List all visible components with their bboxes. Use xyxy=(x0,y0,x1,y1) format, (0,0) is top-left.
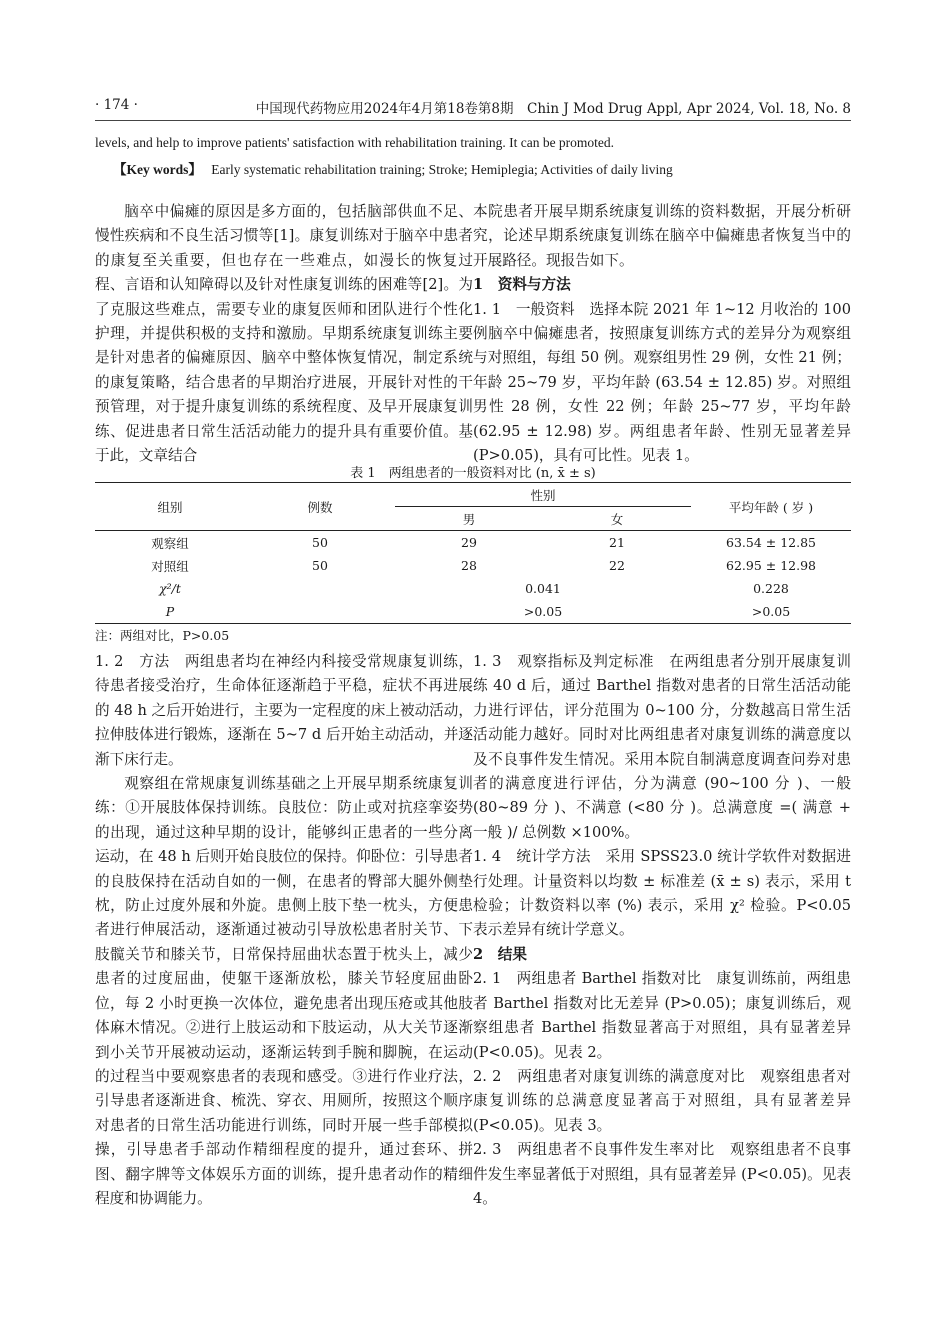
keywords xyxy=(95,158,855,178)
cell-female: 22 xyxy=(609,558,625,573)
section-1-4: 1. 4 统计学方法 采用 SPSS23.0 统计学软件对数据进行处理。计量资料以均数 ± 标准差 (x̄ ± s) 表示，采用 t 检验；计数资料以率 (%) 表示，采用 χ² 检验。P<0.05 表示差异有统计学意义。 xyxy=(473,848,851,939)
section-2-heading: 2 结果 xyxy=(473,945,527,963)
cell-male: 29 xyxy=(395,531,543,555)
left-column-bottom xyxy=(95,650,473,1211)
right-column-top xyxy=(473,200,851,468)
header-rule xyxy=(95,120,851,121)
section-2-3: 2. 3 两组患者不良事件发生率对比 观察组患者不良事件发生率显著低于对照组，具有显著差异 (P<0.05)。见表 4。 xyxy=(473,1141,851,1207)
th-count: 例数 xyxy=(245,483,395,531)
section-1-3: 1. 3 观察指标及判定标准 在两组患者分别开展康复训练 40 d 后，通过 Barthel 指数对患者的日常生活活动能力进行评估，评分范围为 0~100 分，分数越高日常生活活动能力越好。同时对比两组患者对康复训练的满意度以及不良事件发生情况。采用本院自制满意度调查问券对患者的满意度进行评估，分为满意 (90~100 分 )、一般 (80~89 分 )、不满意 (<80 分 )。总满意度 =( 满意 + 一般 )/ 总例数 ×100%。 xyxy=(473,653,851,841)
cell-p-sex: >0.05 xyxy=(395,600,691,624)
table-row xyxy=(95,531,851,555)
intro-continuation: 本院患者开展早期系统康复训练的资料数据，开展分析研究，论述早期系统康复训练在脑卒中偏瘫患者恢复当中的开展路径。现报告如下。 xyxy=(473,203,851,269)
cell-female: 21 xyxy=(543,531,691,555)
cell-group: 观察组 xyxy=(95,531,245,555)
cell-group: 对照组 xyxy=(151,558,189,574)
cell-p-label: P xyxy=(95,600,245,624)
cell-stat-label: χ²/t xyxy=(159,581,181,596)
right-column-bottom xyxy=(473,650,851,1211)
table-row-stat xyxy=(95,577,851,600)
th-female: 女 xyxy=(610,511,624,527)
table-row-p xyxy=(95,600,851,624)
th-sex: 性别 xyxy=(395,483,691,507)
table1 xyxy=(95,482,851,624)
keywords-label: 【Key words】 xyxy=(113,162,202,177)
th-male: 男 xyxy=(462,511,476,527)
cell-count: 50 xyxy=(312,558,328,573)
page-number: · 174 · xyxy=(95,97,138,113)
section-2-1: 2. 1 两组患者 Barthel 指数对比 康复训练前，两组患者 Barthel 指数对比无差异 (P>0.05)；康复训练后，观察组患者 Barthel 指数显著高于对照组，具有显著差异 (P<0.05)。见表 2。 xyxy=(473,970,851,1061)
table1-note: 注：两组对比，P>0.05 xyxy=(95,628,230,643)
cell-stat-age: 0.228 xyxy=(753,581,789,596)
cell-male: 28 xyxy=(461,558,477,573)
abstract-tail: levels, and help to improve patients' satisfaction with rehabilitation training. It can be promoted. xyxy=(95,135,615,150)
th-age: 平均年龄 ( 岁 ) xyxy=(691,483,851,531)
section-2-2: 2. 2 两组患者对康复训练的满意度对比 观察组患者对康复训练的总满意度显著高于对照组，具有显著差异 (P<0.05)。见表 3。 xyxy=(473,1067,851,1134)
th-group: 组别 xyxy=(95,483,245,531)
cell-p-age: >0.05 xyxy=(691,600,851,624)
intro-paragraph: 脑卒中偏瘫的原因是多方面的，包括脑部供血不足、慢性疾病和不良生活习惯等[1]。康复训练对于脑卒中患者的康复至关重要，但也存在一些难点，如漫长的恢复过程、言语和认知障碍以及针对性康复训练的困难等[2]。为了克服这些难点，需要专业的康复医师和团队进行个性化护理，并提供积极的支持和激励。早期系统康复训练主要是针对患者的偏瘫原因、脑卒中整体恢复情况，制定系统的康复策略，结合患者的早期治疗进展，开展针对性的干预管理，对于提升康复训练的系统程度、及早开展康复训练、促进患者日常生活活动能力的提升具有重要价值。基于此，文章结合 xyxy=(95,203,473,465)
section-1-1: 1. 1 一般资料 选择本院 2021 年 1~12 月收治的 100 例脑卒中偏瘫患者，按照康复训练方式的差异分为观察组与对照组，每组 50 例。观察组男性 29 例，女性 21 例；年龄 25~79 岁，平均年龄 (63.54 ± 12.85) 岁。对照组男性 28 例，女性 22 例；年龄 25~77 岁，平均年龄 (62.95 ± 12.98) 岁。两组患者年龄、性别无显著差异 (P>0.05)，具有可比性。见表 1。 xyxy=(473,300,851,465)
journal-header: 中国现代药物应用2024年4月第18卷第8期 Chin J Mod Drug Appl, Apr 2024, Vol. 18, No. 8 xyxy=(255,101,851,117)
cell-age: 62.95 ± 12.98 xyxy=(726,558,816,573)
section-1-heading: 1 资料与方法 xyxy=(473,276,571,294)
cell-count: 50 xyxy=(245,531,395,555)
table-row xyxy=(95,554,851,577)
section-1-2-observation: 观察组在常规康复训练基础之上开展早期系统康复训练：①开展肢体保持训练。良肢位：防止或对抗痉挛姿势的出现，通过这种早期的设计，能够纠正患者的一些分离运动，在 48 h 后则开始良肢位的保持。仰卧位：引导患者的良肢保持在活动自如的一侧，在患者的臀部大腿外侧垫枕，防止过度外展和外旋。患侧上肢下垫一枕头，方便患者进行伸展活动，逐渐通过被动引导放松患者肘关节、下肢髋关节和膝关节，日常保持屈曲状态置于枕头上，减少患者的过度屈曲，使躯干逐渐放松，膝关节轻度屈曲卧位，每 2 小时更换一次体位，避免患者出现压疮或其他肢体麻木情况。②进行上肢运动和下肢运动，从大关节逐渐到小关节开展被动运动，逐渐运转到手腕和脚腕，在运动的过程当中要观察患者的表现和感受。③进行作业疗法，引导患者逐渐进食、梳洗、穿衣、用厕所，按照这个顺序对患者的日常生活功能进行训练，同时开展一些手部模拟操，引导患者手部动作精细程度的提升，通过套环、拼图、翻字牌等文体娱乐方面的训练，提升患者动作的精细程度和协调能力。 xyxy=(95,775,473,1207)
cell-age: 63.54 ± 12.85 xyxy=(691,531,851,555)
cell-stat-sex: 0.041 xyxy=(525,581,561,596)
left-column-top xyxy=(95,200,473,468)
table1-title: 表 1 两组患者的一般资料对比 (n, x̄ ± s) xyxy=(350,466,596,481)
section-1-2: 1. 2 方法 两组患者均在神经内科接受常规康复训练，待患者接受治疗，生命体征逐渐趋于平稳，症状不再进展的 48 h 之后开始进行，主要为一定程度的床上被动活动，拉伸肢体进行锻炼，逐渐在 5~7 d 后开始主动活动，并逐渐下床行走。 xyxy=(95,653,473,768)
keywords-text: Early systematic rehabilitation training; Stroke; Hemiplegia; Activities of daily living xyxy=(211,162,673,177)
